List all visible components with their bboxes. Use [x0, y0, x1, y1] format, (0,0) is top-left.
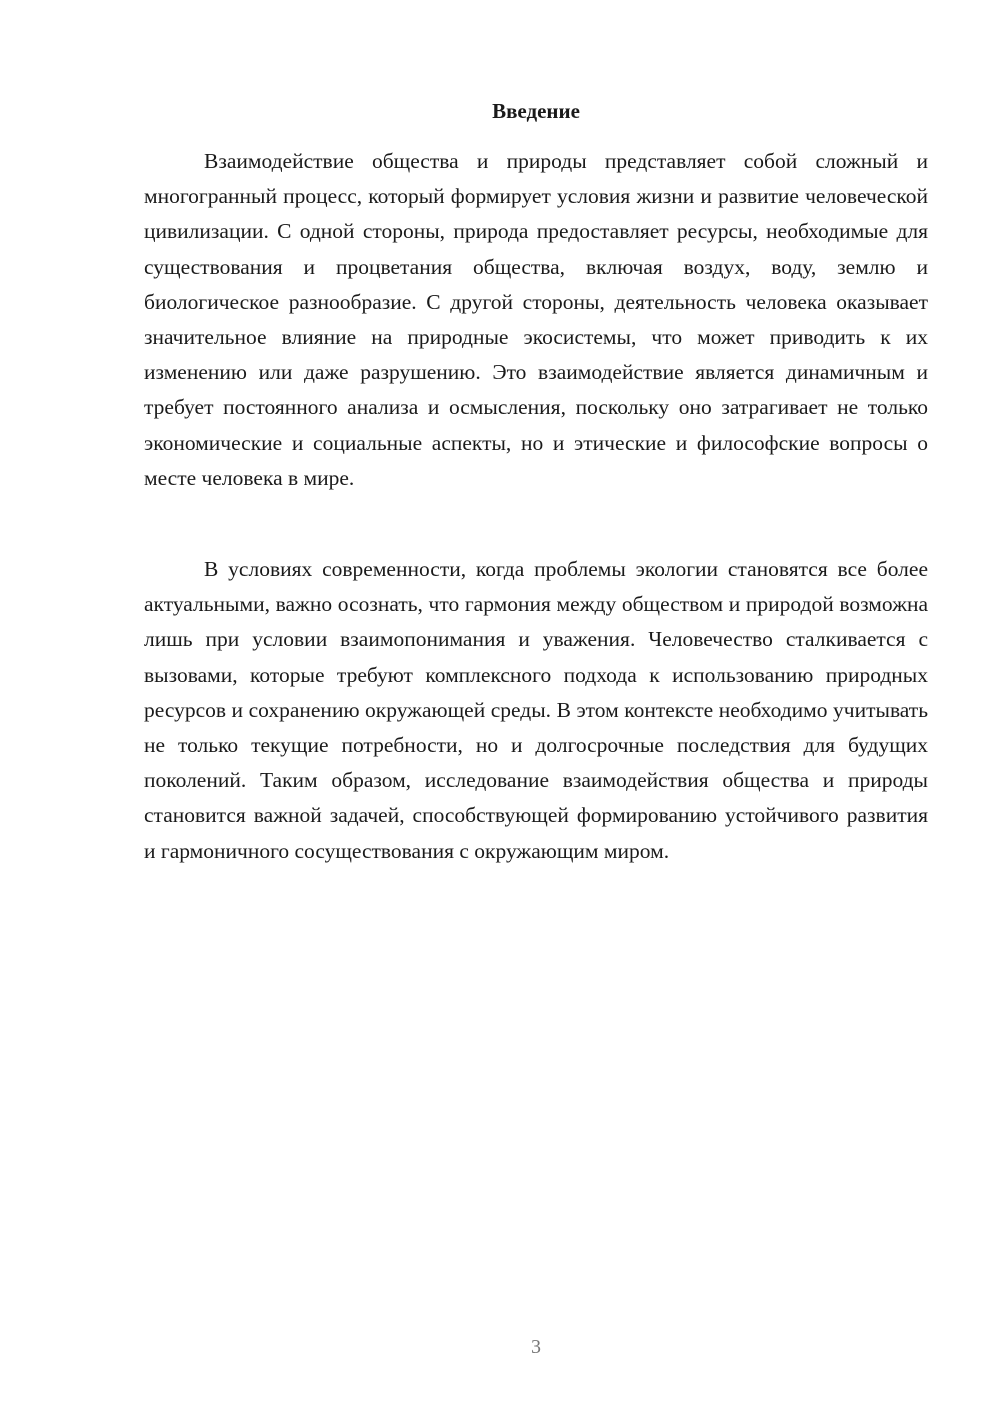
- section-title: Введение: [492, 99, 580, 123]
- body-paragraph-1: Взаимодействие общества и природы представляет собой сложный и многогранный процесс, который формирует условия жизни и развитие человеческой цивилизации. С одной стороны, природа предоставляет ресурсы, необходимые для существования и процветания общества, включая воздух, воду, землю и биологическое разнообразие. С другой стороны, деятельность человека оказывает значительное влияние на природные экосистемы, что может приводить к их изменению или даже разрушению. Это взаимодействие является динамичным и требует постоянного анализа и осмысления, поскольку оно затрагивает не только экономические и социальные аспекты, но и этические и философские вопросы о месте человека в мире.: [144, 149, 928, 490]
- body-paragraph-2: В условиях современности, когда проблемы экологии становятся все более актуальными, важно осознать, что гармония между обществом и природой возможна лишь при условии взаимопонимания и уважения. Человечество сталкивается с вызовами, которые требуют комплексного подхода к использованию природных ресурсов и сохранению окружающей среды. В этом контексте необходимо учитывать не только текущие потребности, но и долгосрочные последствия для будущих поколений. Таким образом, исследование взаимодействия общества и природы становится важной задачей, способствующей формированию устойчивого развития и гармоничного сосуществования с окружающим миром.: [144, 557, 928, 863]
- page-number: 3: [531, 1336, 541, 1358]
